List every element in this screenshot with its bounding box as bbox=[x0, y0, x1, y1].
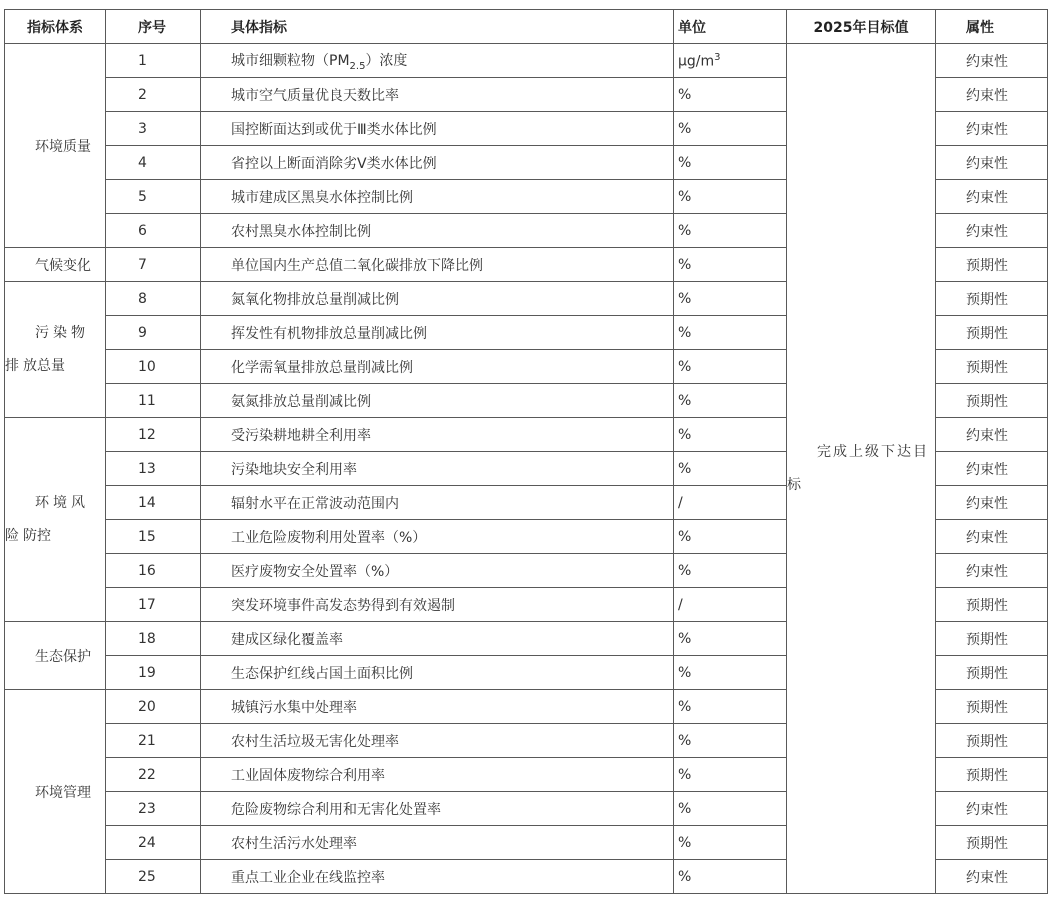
row-number: 14 bbox=[106, 486, 201, 520]
row-unit: % bbox=[674, 316, 787, 350]
row-number: 4 bbox=[106, 146, 201, 180]
table-header-row bbox=[5, 10, 1048, 44]
row-indicator: 农村黑臭水体控制比例 bbox=[201, 214, 674, 248]
row-unit: % bbox=[674, 452, 787, 486]
row-attribute: 约束性 bbox=[936, 520, 1048, 554]
row-unit: % bbox=[674, 826, 787, 860]
row-unit: % bbox=[674, 792, 787, 826]
row-attribute: 预期性 bbox=[936, 690, 1048, 724]
row-indicator bbox=[201, 44, 674, 78]
row-number: 18 bbox=[106, 622, 201, 656]
header-number: 序号 bbox=[106, 10, 201, 44]
row-unit: % bbox=[674, 656, 787, 690]
row-unit: / bbox=[674, 486, 787, 520]
row-indicator: 农村生活污水处理率 bbox=[201, 826, 674, 860]
row-number: 25 bbox=[106, 860, 201, 894]
row-unit: % bbox=[674, 214, 787, 248]
row-indicator: 氮氧化物排放总量削减比例 bbox=[201, 282, 674, 316]
row-attribute: 预期性 bbox=[936, 588, 1048, 622]
row-number: 24 bbox=[106, 826, 201, 860]
header-target: 2025年目标值 bbox=[787, 10, 936, 44]
row-number: 3 bbox=[106, 112, 201, 146]
row-attribute: 预期性 bbox=[936, 248, 1048, 282]
row-indicator: 危险废物综合利用和无害化处置率 bbox=[201, 792, 674, 826]
row-number: 11 bbox=[106, 384, 201, 418]
row-attribute: 约束性 bbox=[936, 112, 1048, 146]
row-attribute: 约束性 bbox=[936, 486, 1048, 520]
table-row bbox=[5, 44, 1048, 78]
row-indicator: 氨氮排放总量削减比例 bbox=[201, 384, 674, 418]
group-pollution-part1: 污染物排 bbox=[5, 324, 89, 374]
row-unit: % bbox=[674, 350, 787, 384]
target-text-part1: 完成上级下达目 bbox=[817, 443, 929, 460]
row-unit: % bbox=[674, 724, 787, 758]
header-system: 指标体系 bbox=[5, 10, 106, 44]
row-attribute: 预期性 bbox=[936, 350, 1048, 384]
target-text-part2: 标 bbox=[787, 476, 803, 493]
row-attribute: 预期性 bbox=[936, 282, 1048, 316]
row-unit: % bbox=[674, 248, 787, 282]
row-indicator: 国控断面达到或优于Ⅲ类水体比例 bbox=[201, 112, 674, 146]
row-indicator: 农村生活垃圾无害化处理率 bbox=[201, 724, 674, 758]
row-number: 20 bbox=[106, 690, 201, 724]
row-attribute: 约束性 bbox=[936, 78, 1048, 112]
row-indicator: 重点工业企业在线监控率 bbox=[201, 860, 674, 894]
group-risk-part2: 防控 bbox=[23, 527, 51, 544]
row-number: 17 bbox=[106, 588, 201, 622]
row-indicator: 城市空气质量优良天数比率 bbox=[201, 78, 674, 112]
row-unit: % bbox=[674, 78, 787, 112]
row-attribute: 约束性 bbox=[936, 452, 1048, 486]
group-risk-part1: 环境风险 bbox=[5, 494, 89, 544]
header-unit: 单位 bbox=[674, 10, 787, 44]
row-indicator: 污染地块安全利用率 bbox=[201, 452, 674, 486]
row-attribute: 约束性 bbox=[936, 214, 1048, 248]
row-attribute: 预期性 bbox=[936, 758, 1048, 792]
row-number: 1 bbox=[106, 44, 201, 78]
row-unit: % bbox=[674, 146, 787, 180]
row-unit: % bbox=[674, 758, 787, 792]
row-unit bbox=[674, 44, 787, 78]
row-indicator: 建成区绿化覆盖率 bbox=[201, 622, 674, 656]
row-indicator: 化学需氧量排放总量削减比例 bbox=[201, 350, 674, 384]
row-attribute: 预期性 bbox=[936, 316, 1048, 350]
row-number: 15 bbox=[106, 520, 201, 554]
row-indicator: 单位国内生产总值二氧化碳排放下降比例 bbox=[201, 248, 674, 282]
row-indicator: 工业固体废物综合利用率 bbox=[201, 758, 674, 792]
row-number: 22 bbox=[106, 758, 201, 792]
row-unit: % bbox=[674, 622, 787, 656]
row-unit: % bbox=[674, 418, 787, 452]
row-attribute: 约束性 bbox=[936, 418, 1048, 452]
row-attribute: 约束性 bbox=[936, 146, 1048, 180]
row-attribute: 约束性 bbox=[936, 860, 1048, 894]
row-attribute: 预期性 bbox=[936, 656, 1048, 690]
row-unit: % bbox=[674, 180, 787, 214]
group-risk bbox=[5, 418, 106, 622]
row-attribute: 约束性 bbox=[936, 792, 1048, 826]
row-attribute: 预期性 bbox=[936, 826, 1048, 860]
indicator-table bbox=[4, 9, 1048, 894]
row-number: 8 bbox=[106, 282, 201, 316]
row-number: 19 bbox=[106, 656, 201, 690]
group-pollution bbox=[5, 282, 106, 418]
row-number: 21 bbox=[106, 724, 201, 758]
row-attribute: 约束性 bbox=[936, 180, 1048, 214]
row-attribute: 预期性 bbox=[936, 724, 1048, 758]
row-unit: % bbox=[674, 112, 787, 146]
row-unit: % bbox=[674, 690, 787, 724]
row-indicator: 辐射水平在正常波动范围内 bbox=[201, 486, 674, 520]
row-indicator: 城镇污水集中处理率 bbox=[201, 690, 674, 724]
row-number: 12 bbox=[106, 418, 201, 452]
row-unit: / bbox=[674, 588, 787, 622]
row-number: 16 bbox=[106, 554, 201, 588]
group-eco: 生态保护 bbox=[5, 622, 106, 690]
row-number: 9 bbox=[106, 316, 201, 350]
row-attribute: 预期性 bbox=[936, 384, 1048, 418]
row-number: 2 bbox=[106, 78, 201, 112]
row-indicator: 受污染耕地耕全利用率 bbox=[201, 418, 674, 452]
row-number: 10 bbox=[106, 350, 201, 384]
row-indicator: 医疗废物安全处置率（%） bbox=[201, 554, 674, 588]
row-indicator: 挥发性有机物排放总量削减比例 bbox=[201, 316, 674, 350]
row-number: 13 bbox=[106, 452, 201, 486]
group-env-quality: 环境质量 bbox=[5, 44, 106, 248]
indicator-suffix: ）浓度 bbox=[365, 52, 408, 69]
group-mgmt: 环境管理 bbox=[5, 690, 106, 894]
row-attribute: 预期性 bbox=[936, 622, 1048, 656]
row-indicator: 突发环境事件高发态势得到有效遏制 bbox=[201, 588, 674, 622]
row-number: 5 bbox=[106, 180, 201, 214]
row-unit: % bbox=[674, 520, 787, 554]
row-number: 6 bbox=[106, 214, 201, 248]
row-number: 23 bbox=[106, 792, 201, 826]
row-indicator: 省控以上断面消除劣Ⅴ类水体比例 bbox=[201, 146, 674, 180]
unit-superscript: 3 bbox=[714, 51, 721, 63]
header-indicator: 具体指标 bbox=[201, 10, 674, 44]
unit-base: μg/m bbox=[678, 53, 715, 70]
row-indicator: 生态保护红线占国土面积比例 bbox=[201, 656, 674, 690]
row-number: 7 bbox=[106, 248, 201, 282]
row-unit: % bbox=[674, 282, 787, 316]
group-pollution-part2: 放总量 bbox=[23, 357, 65, 374]
indicator-subscript: 2.5 bbox=[349, 60, 366, 72]
row-unit: % bbox=[674, 554, 787, 588]
row-unit: % bbox=[674, 860, 787, 894]
indicator-prefix: 城市细颗粒物（PM bbox=[231, 52, 350, 69]
row-indicator: 工业危险废物利用处置率（%） bbox=[201, 520, 674, 554]
target-value-cell bbox=[787, 44, 936, 894]
row-indicator: 城市建成区黑臭水体控制比例 bbox=[201, 180, 674, 214]
row-attribute: 约束性 bbox=[936, 554, 1048, 588]
row-unit: % bbox=[674, 384, 787, 418]
row-attribute: 约束性 bbox=[936, 44, 1048, 78]
group-climate: 气候变化 bbox=[5, 248, 106, 282]
header-attribute: 属性 bbox=[936, 10, 1048, 44]
